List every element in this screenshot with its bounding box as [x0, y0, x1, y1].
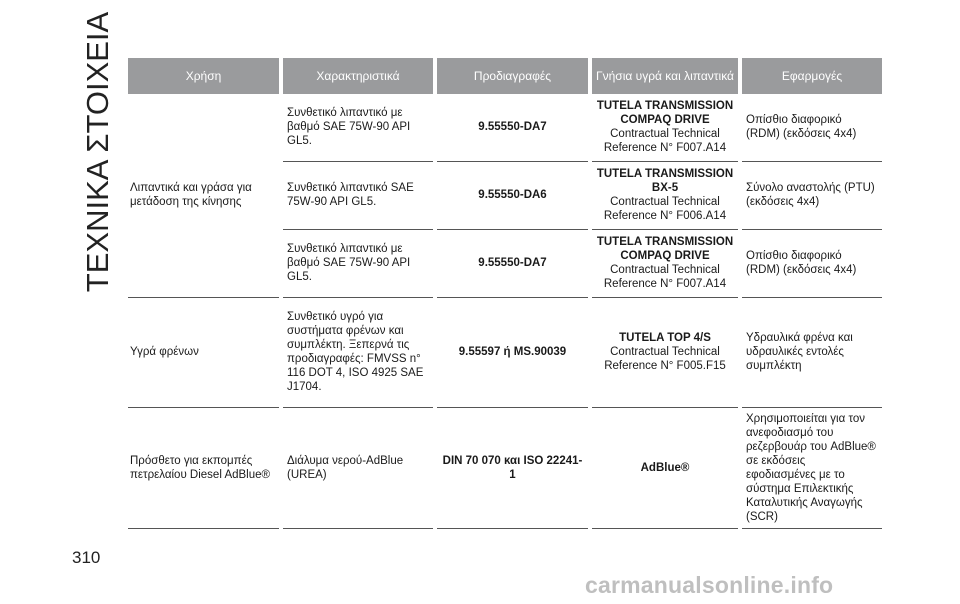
genuine-fluid-cell: [590, 161, 740, 229]
genuine-fluid-cell: [590, 94, 740, 161]
specification-cell: [435, 297, 590, 407]
genuine-fluid-cell: [590, 297, 740, 407]
oil-reference: Contractual Technical Reference N° F007.A14: [603, 264, 727, 290]
specification-text: 9.55550-DA7: [478, 121, 547, 134]
specification-cell: [435, 229, 590, 297]
genuine-fluid-cell: [590, 407, 740, 528]
specification-cell: [435, 407, 590, 528]
usage-text: Πρόσθετο για εκπομπές πετρελαίου Diesel AdBlue®: [130, 454, 271, 481]
characteristics-text: Διάλυμα νερού-AdBlue (UREA): [287, 454, 404, 481]
oil-name: TUTELA TRANSMISSION COMPAQ DRIVE: [596, 236, 734, 262]
header-specifications: Προδιαγραφές: [435, 58, 590, 94]
table-row: [128, 94, 882, 161]
genuine-fluid-cell: [590, 229, 740, 297]
page-number: 310: [72, 548, 101, 567]
characteristics-cell: [281, 407, 435, 528]
watermark: carmanualsonline.info: [585, 572, 834, 598]
section-title: ΤΕΧΝΙΚΑ ΣΤΟΙΧΕΙΑ: [80, 11, 116, 293]
table-row: [128, 407, 882, 528]
specification-text: 9.55550-DA6: [478, 189, 547, 201]
oil-reference: Contractual Technical Reference N° F005.F15: [604, 346, 726, 372]
table-header-row: [128, 58, 882, 94]
specification-text: 9.55597 ή MS.90039: [458, 346, 567, 358]
usage-text: Λιπαντικά και γράσα για μετάδοση της κίνησης: [130, 182, 252, 209]
specification-cell: [435, 161, 590, 229]
usage-cell: [128, 407, 281, 528]
oil-name: TUTELA TOP 4/S: [619, 332, 711, 344]
header-applications: Εφαρμογές: [740, 58, 882, 94]
header-usage: Χρήση: [128, 58, 281, 94]
table-row: [128, 297, 882, 407]
usage-cell: [128, 94, 281, 297]
characteristics-text: Συνθετικό λιπαντικό με βαθμό SAE 75W-90 API GL5.: [287, 243, 411, 283]
application-cell: [740, 297, 882, 407]
specification-text: 9.55550-DA7: [478, 257, 547, 269]
usage-text: Υγρά φρένων: [130, 346, 199, 358]
application-cell: [740, 94, 882, 161]
application-text: Οπίσθιο διαφορικό (RDM) (εκδόσεις 4x4): [746, 114, 857, 141]
application-cell: [740, 407, 882, 528]
header-characteristics: Χαρακτηριστικά: [281, 58, 435, 94]
oil-name: TUTELA TRANSMISSION BX-5: [596, 168, 734, 194]
specification-text: DIN 70 070 και ISO 22241-1: [442, 454, 583, 481]
specification-cell: [435, 94, 590, 161]
oil-name: AdBlue®: [640, 461, 690, 474]
characteristics-cell: [281, 297, 435, 407]
section-title-vertical: [68, 11, 128, 293]
application-text: Υδραυλικά φρένα και υδραυλικές εντολές συμπλέκτη: [746, 332, 853, 372]
application-text: Χρησιμοποιείται για τον ανεφοδιασμό του ρεζερβουάρ του AdBlue® σε εκδόσεις εφοδιασμένες με το σύστημα Επιλεκτικής Καταλυτικής Αναγωγής (SCR): [746, 412, 876, 523]
application-cell: [740, 229, 882, 297]
characteristics-cell: [281, 94, 435, 161]
characteristics-cell: [281, 161, 435, 229]
characteristics-text: Συνθετικό υγρό για συστήματα φρένων και συμπλέκτη. Ξεπερνά τις προδιαγραφές: FMVSS n° 116 DOT 4, ISO 4925 SAE J1704.: [287, 311, 424, 393]
characteristics-text: Συνθετικό λιπαντικό με βαθμό SAE 75W-90 API GL5.: [287, 107, 411, 148]
application-text: Σύνολο αναστολής (PTU) (εκδόσεις 4x4): [746, 182, 875, 208]
application-text: Οπίσθιο διαφορικό (RDM) (εκδόσεις 4x4): [746, 250, 857, 276]
oil-name: TUTELA TRANSMISSION COMPAQ DRIVE: [596, 100, 734, 127]
oil-reference: Contractual Technical Reference N° F006.A14: [603, 196, 727, 222]
characteristics-cell: [281, 229, 435, 297]
oil-reference: Contractual Technical Reference N° F007.A14: [603, 128, 727, 155]
characteristics-text: Συνθετικό λιπαντικό SAE 75W-90 API GL5.: [287, 182, 414, 208]
application-cell: [740, 161, 882, 229]
usage-cell: [128, 297, 281, 407]
lubricants-table: [128, 58, 882, 529]
header-genuine-fluids: Γνήσια υγρά και λιπαντικά: [590, 58, 740, 94]
